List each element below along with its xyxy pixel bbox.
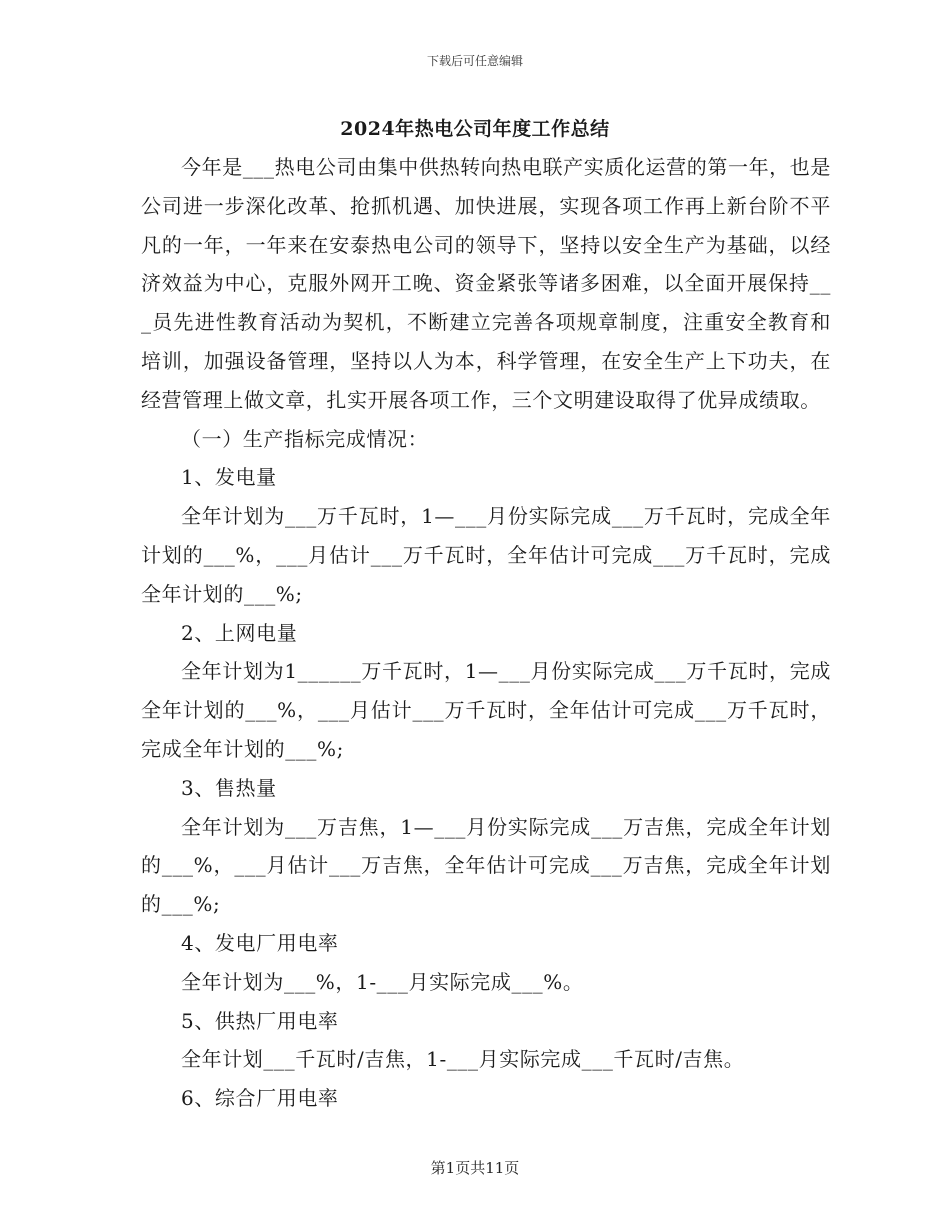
section-heading: （一）生产指标完成情况： [181,426,429,451]
item-text-heat-sales: 全年计划为___万吉焦，1—___月份实际完成___万吉焦，完成全年计划的___%，___月估计___万吉焦，全年估计可完成___万吉焦，完成全年计划的___%; [141,814,831,917]
item-text-power-generation: 全年计划为___万千瓦时，1—___月份实际完成___万千瓦时，完成全年计划的___%，___月估计___万千瓦时，全年估计可完成___万千瓦时，完成全年计划的___%; [141,504,831,606]
page-footer: 第1页共11页 [430,1159,520,1177]
item-heading-overall-aux-rate: 6、综合厂用电率 [181,1086,339,1111]
item-heading-grid-power: 2、上网电量 [181,620,298,645]
intro-paragraph: 今年是___热电公司由集中供热转向热电联产实质化运营的第一年，也是公司进一步深化改革、抢抓机遇、加快进展，实现各项工作再上新台阶不平凡的一年，一年来在安泰热电公司的领导下，坚持以安全生产为基础，以经济效益为中心，克服外网开工晚、资金紧张等诸多困难，以全面开展保持___员先进性教育活动为契机，不断建立完善各项规章制度，注重安全教育和培训，加强设备管理，坚持以人为本，科学管理，在安全生产上下功夫，在经营管理上做文章，扎实开展各项工作，三个文明建设取得了优异成绩取。 [141,155,831,412]
item-heading-generation-aux-rate: 4、发电厂用电率 [181,930,339,955]
document-body [141,148,831,1118]
item-heading-heating-aux-rate: 5、供热厂用电率 [181,1008,339,1033]
document-title: 2024年热电公司年度工作总结 [340,118,610,140]
item-text-generation-aux-rate: 全年计划为___%，1-___月实际完成___%。 [181,969,584,994]
header-note: 下载后可任意编辑 [426,54,523,68]
item-heading-power-generation: 1、发电量 [181,465,277,490]
item-heading-heat-sales: 3、售热量 [181,775,277,800]
item-text-grid-power: 全年计划为1______万千瓦时，1—___月份实际完成___万千瓦时，完成全年计划的___%，___月估计___万千瓦时，全年估计可完成___万千瓦时，完成全年计划的___%; [141,659,831,761]
item-text-heating-aux-rate: 全年计划___千瓦时/吉焦，1-___月实际完成___千瓦时/吉焦。 [181,1047,745,1072]
